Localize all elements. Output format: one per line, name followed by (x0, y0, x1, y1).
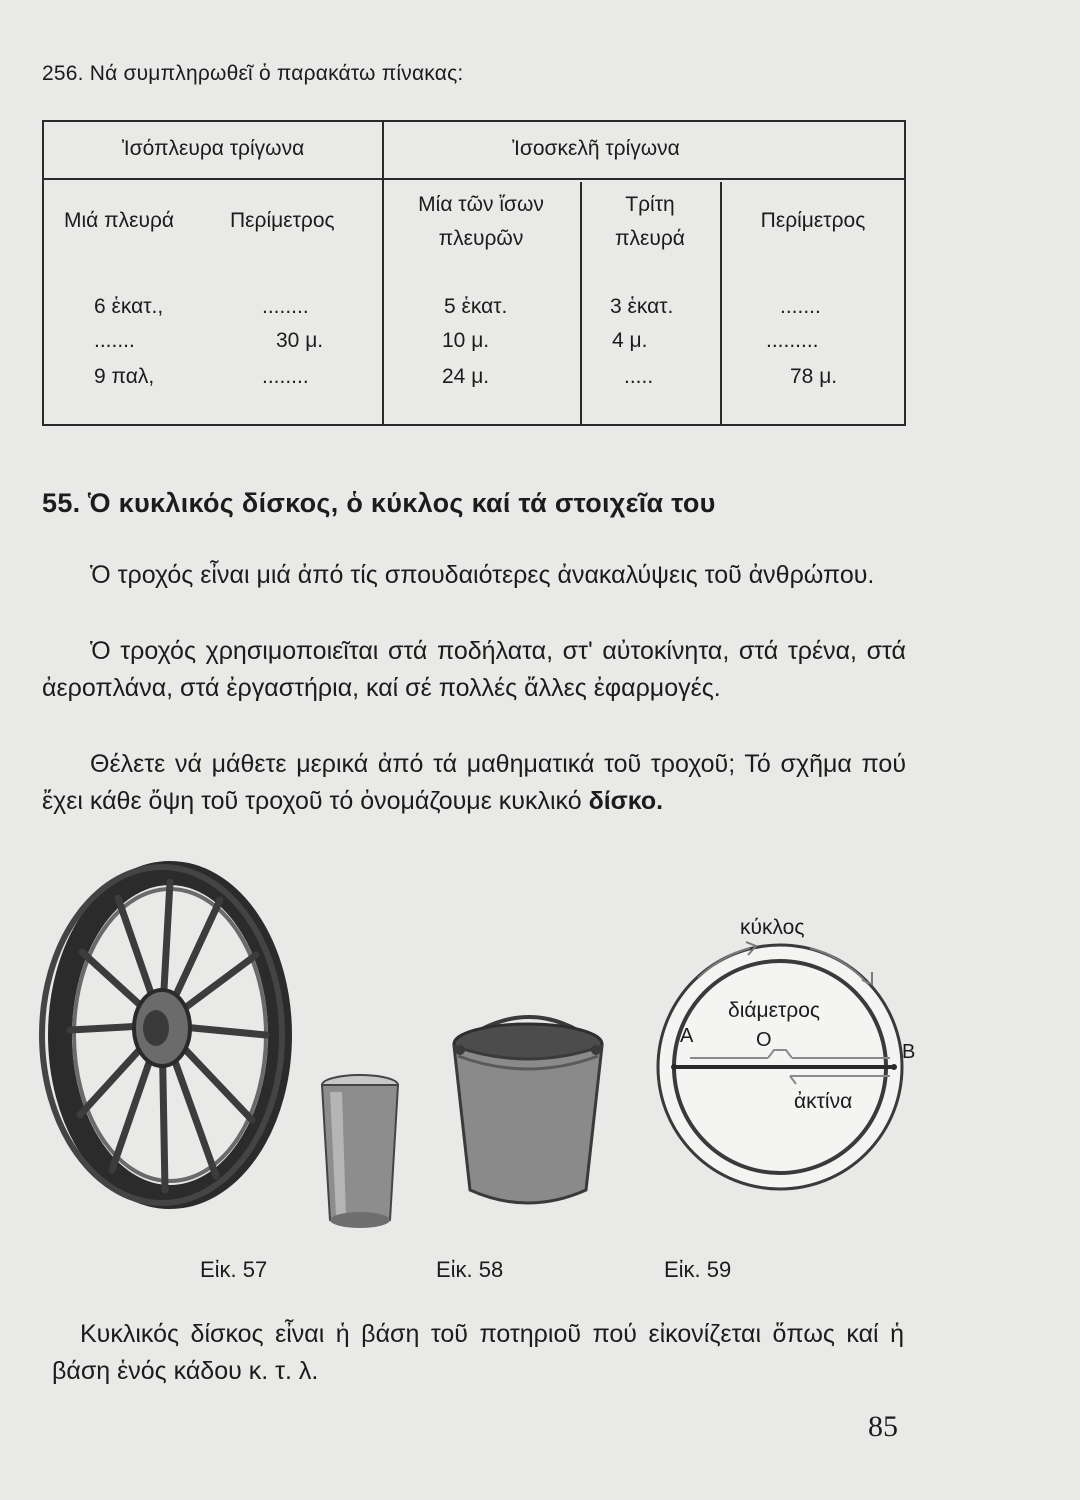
row2-side: ....... (94, 329, 135, 352)
row1-perimeter-iso: ....... (780, 295, 821, 318)
triangles-table (42, 120, 906, 426)
paragraph-3-bold: δίσκο. (588, 787, 664, 815)
row2-perimeter-eq: 30 μ. (276, 329, 324, 352)
caption-fig-59: Εἰκ. 59 (664, 1257, 732, 1282)
paragraph-2: Ὁ τροχός χρησιμοποιεῖται στά ποδήλατα, στ' αὐτοκίνητα, στά τρένα, στά ἀεροπλάνα, στά ἐργαστήρια, καί σέ πολλές ἄλλες ἐφαρμογές. (42, 637, 906, 702)
label-point-b: B (902, 1041, 916, 1063)
row3-equal-side: 24 μ. (442, 365, 490, 388)
row1-equal-side: 5 ἑκατ. (444, 295, 508, 318)
row1-side: 6 ἑκατ., (94, 295, 164, 318)
paragraph-4: Κυκλικός δίσκος εἶναι ἡ βάση τοῦ ποτηριοῦ πού εἰκονίζεται ὅπως καί ἡ βάση ἑνός κάδου κ. τ. λ. (52, 1320, 904, 1385)
col-header-equal-side-2: πλευρῶν (438, 227, 524, 250)
exercise-256: 256. Νά συμπληρωθεῖ ὁ παρακάτω πίνακας: (42, 62, 464, 85)
wagon-wheel-illustration (42, 867, 282, 1203)
row3-third-side: ..... (624, 365, 654, 388)
figures-row (30, 860, 1030, 1240)
circle-diagram (658, 916, 915, 1189)
caption-fig-58: Εἰκ. 58 (436, 1257, 504, 1282)
glass-illustration (322, 1075, 398, 1228)
label-circle: κύκλος (740, 916, 805, 939)
col-header-perimeter-eq: Περίμετρος (230, 209, 335, 232)
header-isosceles: Ἰσοσκελῆ τρίγωνα (512, 137, 680, 160)
row3-perimeter-eq: ........ (262, 365, 309, 388)
label-diameter: διάμετρος (728, 999, 820, 1022)
row1-third-side: 3 ἑκατ. (610, 295, 674, 318)
label-radius: ἀκτίνα (794, 1090, 853, 1113)
col-header-side: Μιά πλευρά (64, 209, 175, 232)
table-divider-main (382, 122, 384, 424)
figures-svg (30, 860, 1030, 1240)
bucket-illustration (454, 1017, 602, 1203)
col-header-third-side-1: Τρίτη (625, 193, 675, 216)
section-title: 55. Ὁ κυκλικός δίσκος, ὁ κύκλος καί τά στοιχεῖα του (42, 488, 716, 518)
page-number: 85 (868, 1410, 898, 1443)
table-divider-2 (580, 182, 582, 424)
row1-perimeter-eq: ........ (262, 295, 309, 318)
row2-third-side: 4 μ. (612, 329, 648, 352)
row3-perimeter-iso: 78 μ. (790, 365, 838, 388)
paragraph-1: Ὁ τροχός εἶναι μιά ἀπό τίς σπουδαιότερες ἀνακαλύψεις τοῦ ἀνθρώπου. (90, 561, 875, 589)
col-header-equal-side-1: Μία τῶν ἴσων (418, 193, 544, 216)
paragraph-3 (42, 746, 906, 820)
col-header-perimeter-iso: Περίμετρος (760, 209, 866, 232)
row3-side: 9 παλ, (94, 365, 155, 388)
label-center-o: O (756, 1029, 772, 1051)
caption-fig-57: Εἰκ. 57 (200, 1257, 268, 1282)
row2-equal-side: 10 μ. (442, 329, 490, 352)
header-equilateral: Ἰσόπλευρα τρίγωνα (121, 137, 305, 160)
table-header-rule (44, 178, 904, 180)
row2-perimeter-iso: ......... (766, 329, 819, 352)
col-header-third-side-2: πλευρά (615, 227, 685, 250)
label-point-a: A (680, 1025, 694, 1047)
paragraph-3-text: Θέλετε νά μάθετε μερικά ἀπό τά μαθηματικά τοῦ τροχοῦ; Τό σχῆμα πού ἔχει κάθε ὄψη τοῦ τροχοῦ τό ὀνομάζουμε κυκλικό (42, 750, 906, 815)
